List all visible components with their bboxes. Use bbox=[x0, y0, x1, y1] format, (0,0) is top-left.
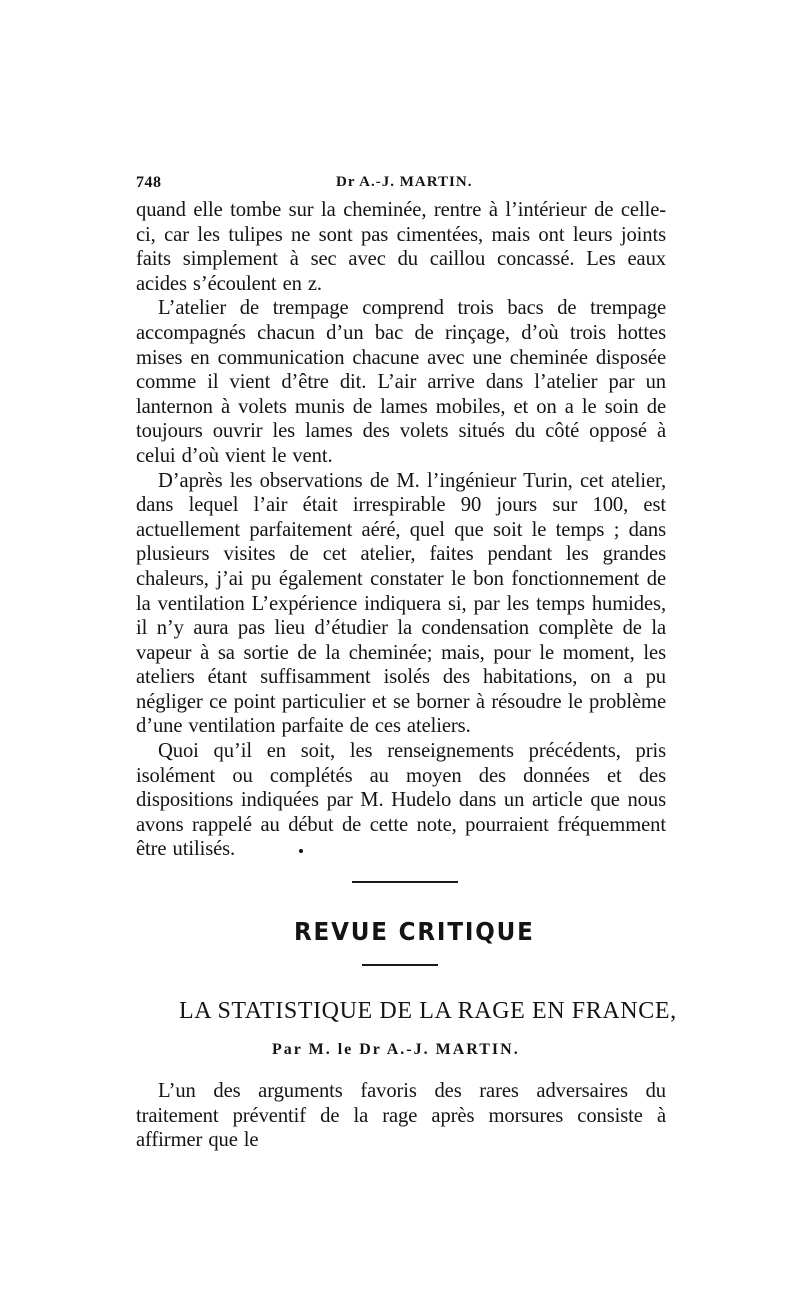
page-number: 748 bbox=[136, 174, 162, 191]
article-intro bbox=[136, 1079, 666, 1153]
ink-dot bbox=[299, 849, 303, 853]
paragraph-1: quand elle tombe sur la cheminée, rentre à l’intérieur de celle-ci, car les tulipes ne sont pas cimentées, mais ont leurs joints faits simplement à sec avec du caillou concassé. Les eaux acides s’écoulent en z. bbox=[136, 199, 666, 295]
paragraph-4-text: Quoi qu’il en soit, les renseignements précédents, pris isolément ou complétés au moyen des données et des dispositions indiquées par M. Hudelo dans un article que nous avons rappelé au début de cette note, pourraient fréquemment être utilisés. bbox=[136, 740, 666, 861]
separator-rule-middle bbox=[362, 964, 438, 966]
intro-paragraph: L’un des arguments favoris des rares adversaires du traitement préventif de la rage après morsures consiste à affirmer que le bbox=[136, 1080, 666, 1152]
running-head-author: Dr A.-J. MARTIN. bbox=[336, 174, 473, 190]
section-title: REVUE CRITIQUE bbox=[294, 917, 535, 947]
paragraph-4 bbox=[136, 739, 666, 862]
article-byline: Par M. le Dr A.-J. MARTIN. bbox=[272, 1041, 520, 1059]
separator-rule-top bbox=[352, 881, 458, 883]
article-title: LA STATISTIQUE DE LA RAGE EN FRANCE, bbox=[179, 998, 677, 1025]
running-head bbox=[136, 174, 666, 198]
continued-article-text bbox=[136, 198, 666, 862]
paragraph-3: D’après les observations de M. l’ingénieur Turin, cet atelier, dans lequel l’air était irrespirable 90 jours sur 100, est actuellement parfaitement aéré, quel que soit le temps ; dans plusieurs visites de cet atelier, faites pendant les grandes chaleurs, j’ai pu également constater le bon fonctionnement de la ventilation L’expérience indiquera si, par les temps humides, il n’y aura pas lieu d’étudier la condensation complète de la vapeur à sa sortie de la cheminée; mais, pour le moment, les ateliers étant suffisamment isolés des habitations, on a pu négliger ce point particulier et se borner à résoudre le problème d’une ventilation parfaite de ces ateliers. bbox=[136, 469, 666, 738]
paragraph-2: L’atelier de trempage comprend trois bacs de trempage accompagnés chacun d’un bac de rinçage, d’où trois hottes mises en communication chacune avec une cheminée disposée comme il vient d’être dit. L’air arrive dans l’atelier par un lanternon à volets munis de lames mobiles, et on a le soin de toujours ouvrir les lames des volets situés du côté opposé à celui d’où vient le vent. bbox=[136, 297, 666, 467]
book-page bbox=[136, 174, 677, 1153]
